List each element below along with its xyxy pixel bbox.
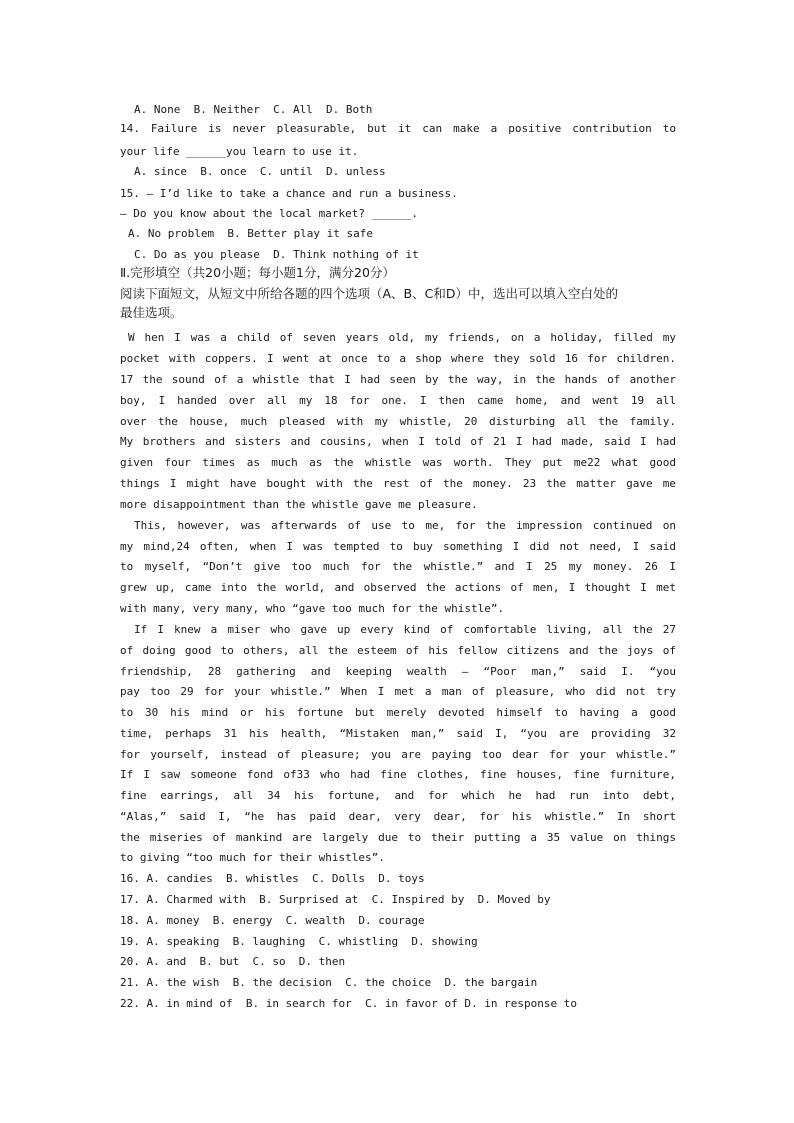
- q14-options: A. since B. once C. until D. unless: [134, 165, 386, 178]
- option-line-21: 21. A. the wish B. the decision C. the choice D. the bargain: [120, 976, 538, 989]
- option-line-19: 19. A. speaking B. laughing C. whistling D. showing: [120, 935, 478, 948]
- section-heading: Ⅱ.完形填空（共20小题；每小题1分，满分20分）: [120, 265, 395, 280]
- option-line-17: 17. A. Charmed with B. Surprised at C. Inspired by D. Moved by: [120, 893, 551, 906]
- passage-line: 17 the sound of a whistle that I had seen by the way, in the hands of another: [120, 373, 676, 386]
- q14-stem-line1: 14. Failure is never pleasurable, but it can make a positive contribution to: [120, 122, 676, 135]
- q15-options-line2: C. Do as you please D. Think nothing of it: [134, 248, 419, 261]
- passage-line: to myself, “Don’t give too much for the whistle.” and I 25 my money. 26 I: [120, 560, 676, 573]
- section-instructions-line2: 最佳选项。: [120, 305, 183, 320]
- option-line-18: 18. A. money B. energy C. wealth D. courage: [120, 914, 425, 927]
- passage-line: for yourself, instead of pleasure; you are paying too dear for your whistle.”: [120, 748, 676, 761]
- q14-stem-line2: your life ______you learn to use it.: [120, 145, 359, 158]
- passage-line: If I saw someone fond of33 who had fine clothes, fine houses, fine furniture,: [120, 768, 676, 781]
- passage-line: “Alas,” said I, “he has paid dear, very dear, for his whistle.” In short: [120, 810, 676, 823]
- option-line-20: 20. A. and B. but C. so D. then: [120, 955, 346, 968]
- passage-line: of doing good to others, all the esteem of his fellow citizens and the joys of: [120, 644, 676, 657]
- passage-line: boy, I handed over all my 18 for one. I then came home, and went 19 all: [120, 394, 676, 407]
- passage-line: the miseries of mankind are largely due to their putting a 35 value on things: [120, 831, 676, 844]
- passage-line: My brothers and sisters and cousins, when I told of 21 I had made, said I had: [120, 435, 676, 448]
- passage-line: things I might have bought with the rest of the money. 23 the matter gave me: [120, 477, 676, 490]
- passage-line: to giving “too much for their whistles”.: [120, 851, 385, 864]
- passage-line: to 30 his mind or his fortune but merely devoted himself to having a good: [120, 706, 676, 719]
- option-line-16: 16. A. candies B. whistles C. Dolls D. toys: [120, 872, 425, 885]
- passage-line: pay too 29 for your whistle.” When I met a man of pleasure, who did not try: [120, 685, 676, 698]
- passage-line: with many, very many, who “gave too much for the whistle”.: [120, 602, 505, 615]
- option-line-22: 22. A. in mind of B. in search for C. in favor of D. in response to: [120, 997, 577, 1010]
- passage-line: my mind,24 often, when I was tempted to buy something I did not need, I said: [120, 540, 676, 553]
- passage-line: friendship, 28 gathering and keeping wealth — “Poor man,” said I. “you: [120, 665, 676, 678]
- passage-line: given four times as much as the whistle was worth. They put me22 what good: [120, 456, 676, 469]
- passage-line: If I knew a miser who gave up every kind of comfortable living, all the 27: [134, 623, 676, 636]
- q13-options: A. None B. Neither C. All D. Both: [134, 103, 373, 116]
- passage-line: pocket with coppers. I went at once to a shop where they sold 16 for children.: [120, 352, 676, 365]
- passage-line: W hen I was a child of seven years old, my friends, on a holiday, filled my: [128, 331, 676, 344]
- passage-line: over the house, much pleased with my whistle, 20 disturbing all the family.: [120, 415, 676, 428]
- passage-line: fine earrings, all 34 his fortune, and for which he had run into debt,: [120, 789, 676, 802]
- section-instructions-line1: 阅读下面短文，从短文中所给各题的四个选项（A、B、C和D）中，选出可以填入空白处的: [120, 286, 618, 301]
- passage-line: more disappointment than the whistle gave me pleasure.: [120, 498, 478, 511]
- q15-stem-line1: 15. — I’d like to take a chance and run a business.: [120, 187, 458, 200]
- passage-line: time, perhaps 31 his health, “Mistaken man,” said I, “you are providing 32: [120, 727, 676, 740]
- passage-line: grew up, came into the world, and observed the actions of men, I thought I met: [120, 581, 676, 594]
- q15-options-line1: A. No problem B. Better play it safe: [128, 227, 374, 240]
- q15-stem-line2: — Do you know about the local market? ______.: [120, 207, 419, 220]
- passage-line: This, however, was afterwards of use to me, for the impression continued on: [134, 519, 676, 532]
